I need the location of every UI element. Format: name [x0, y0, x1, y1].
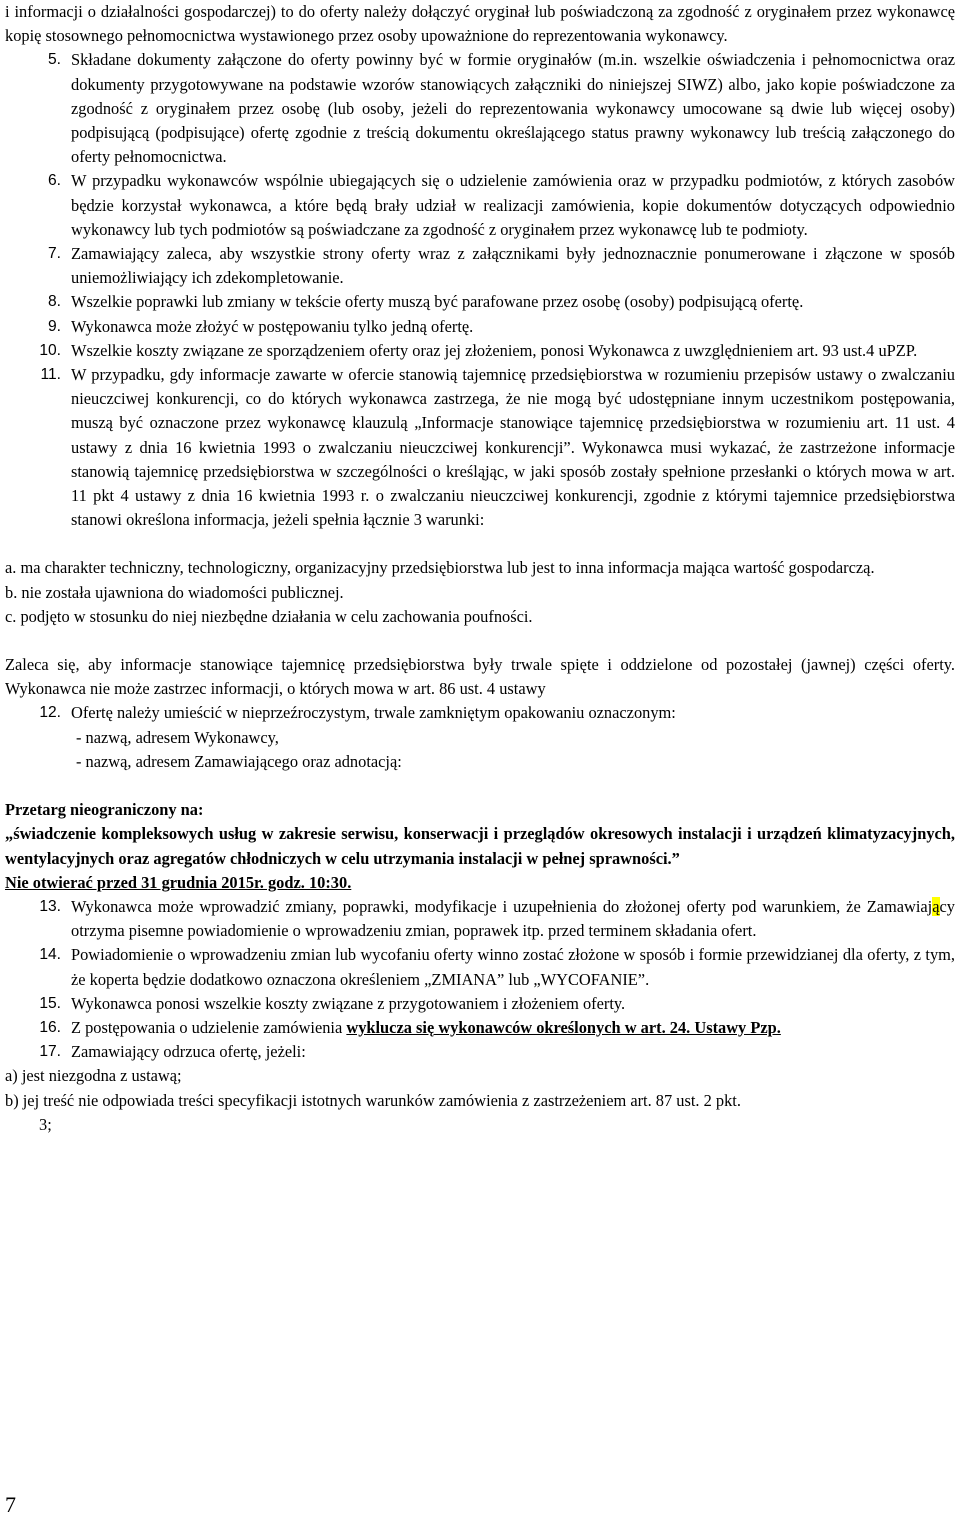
- list-item-6: [5, 169, 955, 242]
- list-item-17: [5, 1040, 955, 1064]
- list-item-15: [5, 992, 955, 1016]
- rejection-reason-b-cont: 3;: [39, 1114, 52, 1134]
- list-item-14: [5, 943, 955, 991]
- item-text: Ofertę należy umieścić w nieprzeźroczystym, trwale zamkniętym opakowaniu oznaczonym:: [71, 703, 676, 723]
- item-number: 6.: [47, 172, 61, 190]
- item-text: W przypadku, gdy informacje zawarte w ofercie stanowią tajemnicę przedsiębiorstwa w rozumieniu przepisów ustawy o zwalczaniu nieuczciwej konkurencji, co do których wykonawca zastrzega, że nie mogą być udostępniane innym uczestnikom postępowania, muszą być oznaczone przez wykonawcę klauzulą „Informacje stanowiące tajemnicę przedsiębiorstwa w rozumieniu art. 11 ust. 4 ustawy z dnia 16 kwietnia 1993 o zwalczaniu nieuczciwej konkurencji”. Wykonawca musi wykazać, że zastrzeżone informacje stanowią tajemnicę przedsiębiorstwa w szczególności o kreśląjąc, w jaki sposób zostały spełnione przesłanki o których mowa w art. 11 pkt 4 ustawy z dnia 16 kwietnia 1993 r. o zwalczaniu nieuczciwej konkurencji, zgodnie z którymi tajemnice przedsiębiorstwa stanowi określona informacja, jeżeli spełnia łącznie 3 warunki:: [71, 365, 955, 530]
- rejection-reason-b: b) jej treść nie odpowiada treści specyfikacji istotnych warunków zamówienia z zastrzeżeniem art. 87 ust. 2 pkt.: [5, 1090, 741, 1110]
- list-item-13: [5, 895, 955, 943]
- recommendation-paragraph: Zaleca się, aby informacje stanowiące tajemnicę przedsiębiorstwa były trwale spięte i oddzielone od pozostałej (jawnej) części oferty. Wykonawca nie może zastrzec informacji, o których mowa w art. 86 ust. 4 ustawy: [5, 655, 955, 699]
- item-number: 14.: [39, 946, 61, 964]
- item-text: Powiadomienie o wprowadzeniu zmian lub wycofaniu oferty winno zostać złożone w sposób i formie przewidzianej dla oferty, z tym, że koperta będzie dodatkowo oznaczona określeniem „ZMIANA” lub „WYCOFANIE”.: [71, 945, 955, 989]
- rejection-reason-a: a) jest niezgodna z ustawą;: [5, 1066, 182, 1086]
- tender-heading: Przetarg nieograniczony na:: [5, 800, 204, 820]
- item-number: 16.: [39, 1018, 61, 1036]
- tender-subject: „świadczenie kompleksowych usług w zakresie serwisu, konserwacji i przeglądów okresowych instalacji i urządzeń klimatyzacyjnych, wentylacyjnych oraz agregatów chłodniczych w celu utrzymania instalacji w pełnej sprawności.”: [5, 824, 955, 868]
- intro-paragraph: i informacji o działalności gospodarczej) to do oferty należy dołączyć oryginał lub poświadczoną za zgodność z oryginałem przez wykonawcę kopię stosownego pełnomocnictwa wystawionego przez osoby upoważnione do reprezentowania wykonawcy.: [5, 2, 955, 46]
- item-number: 5.: [47, 51, 61, 69]
- item-number: 17.: [39, 1043, 61, 1061]
- list-item-11: [5, 363, 955, 532]
- item-text: Wykonawca ponosi wszelkie koszty związane z przygotowaniem i złożeniem oferty.: [71, 993, 626, 1013]
- item-number: 10.: [39, 341, 61, 359]
- item-text-cont: cy otrzyma pisemne powiadomienie o wprowadzeniu zmian, poprawek itp. przed terminem składania ofert.: [71, 896, 955, 941]
- page-number: 7: [5, 1492, 16, 1517]
- item-text: Składane dokumenty załączone do oferty powinny być w formie oryginałów (m.in. wszelkie oświadczenia i pełnomocnictwa oraz dokumenty przygotowywane na podstawie wzorów stanowiących załączniki do niniejszej SIWZ) albo, jako kopie poświadczone za zgodność z oryginałem przez osobę (lub osoby, jeżeli do reprezentowania wykonawcy umocowane są dwie lub więcej osoby) podpisującą (podpisujące) ofertę zgodnie z treścią dokumentu określającego status prawny wykonawcy lub treścią załączonego do oferty pełnomocnictwa.: [71, 50, 955, 167]
- item-text: Wszelkie koszty związane ze sporządzeniem oferty oraz jej złożeniem, ponosi Wykonawca z uwzględnieniem art. 93 ust.4 uPZP.: [71, 340, 918, 360]
- item-text: W przypadku wykonawców wspólnie ubiegających się o udzielenie zamówienia oraz w przypadku podmiotów, z których zasobów będzie korzystał wykonawca, a które będą brały udział w realizacji zamówienia, kopie dokumentów dotyczących odpowiednio wykonawcy lub tych podmiotów są poświadczane za zgodność z oryginałem przez wykonawcę lub te podmioty.: [71, 171, 955, 239]
- item-text: Zamawiający odrzuca ofertę, jeżeli:: [71, 1042, 306, 1062]
- label-line-contractor: - nazwą, adresem Wykonawcy,: [76, 727, 279, 747]
- item-number: 8.: [47, 293, 61, 311]
- spacer: [5, 629, 955, 653]
- list-item-12: [5, 701, 955, 725]
- item-text: Wykonawca może wprowadzić zmiany, poprawki, modyfikacje i uzupełnienia do złożonej oferty pod warunkiem, że Zamawiaj: [71, 896, 933, 916]
- item-text: Zamawiający zaleca, aby wszystkie strony oferty wraz z załącznikami były jednoznacznie ponumerowane i złączone w sposób uniemożliwiający ich zdekompletowanie.: [71, 244, 955, 288]
- list-item-5: [5, 48, 955, 169]
- list-item-16: [5, 1016, 955, 1040]
- item-number: 12.: [39, 704, 61, 722]
- list-item-7: [5, 242, 955, 290]
- item-text: Wykonawca może złożyć w postępowaniu tylko jedną ofertę.: [71, 316, 474, 336]
- document-page: [5, 0, 955, 1137]
- item-number: 11.: [40, 366, 61, 384]
- item-number: 13.: [39, 897, 61, 915]
- condition-c: c. podjęto w stosunku do niej niezbędne działania w celu zachowania poufności.: [5, 606, 533, 626]
- item-number: 7.: [47, 245, 61, 263]
- item-text: Wszelkie poprawki lub zmiany w tekście oferty muszą być parafowane przez osobę (osoby) podpisującą ofertę.: [71, 292, 804, 312]
- condition-b: b. nie została ujawniona do wiadomości publicznej.: [5, 582, 344, 602]
- list-item-9: [5, 315, 955, 339]
- item-text-bold: wyklucza się wykonawców określonych w art. 24. Ustawy Pzp.: [346, 1017, 781, 1037]
- list-item-10: [5, 339, 955, 363]
- item-text: Z postępowania o udzielenie zamówienia: [71, 1017, 347, 1037]
- item-number: 15.: [39, 994, 61, 1012]
- tender-deadline: Nie otwierać przed 31 grudnia 2015r. godz. 10:30.: [5, 872, 352, 892]
- spacer: [5, 532, 955, 556]
- condition-a: a. ma charakter techniczny, technologiczny, organizacyjny przedsiębiorstwa lub jest to inna informacja mająca wartość gospodarczą.: [5, 558, 875, 578]
- label-line-client: - nazwą, adresem Zamawiającego oraz adnotacją:: [76, 751, 402, 771]
- list-item-8: [5, 290, 955, 314]
- item-number: 9.: [47, 317, 61, 335]
- highlighted-text: ą: [932, 896, 940, 916]
- spacer: [5, 774, 955, 798]
